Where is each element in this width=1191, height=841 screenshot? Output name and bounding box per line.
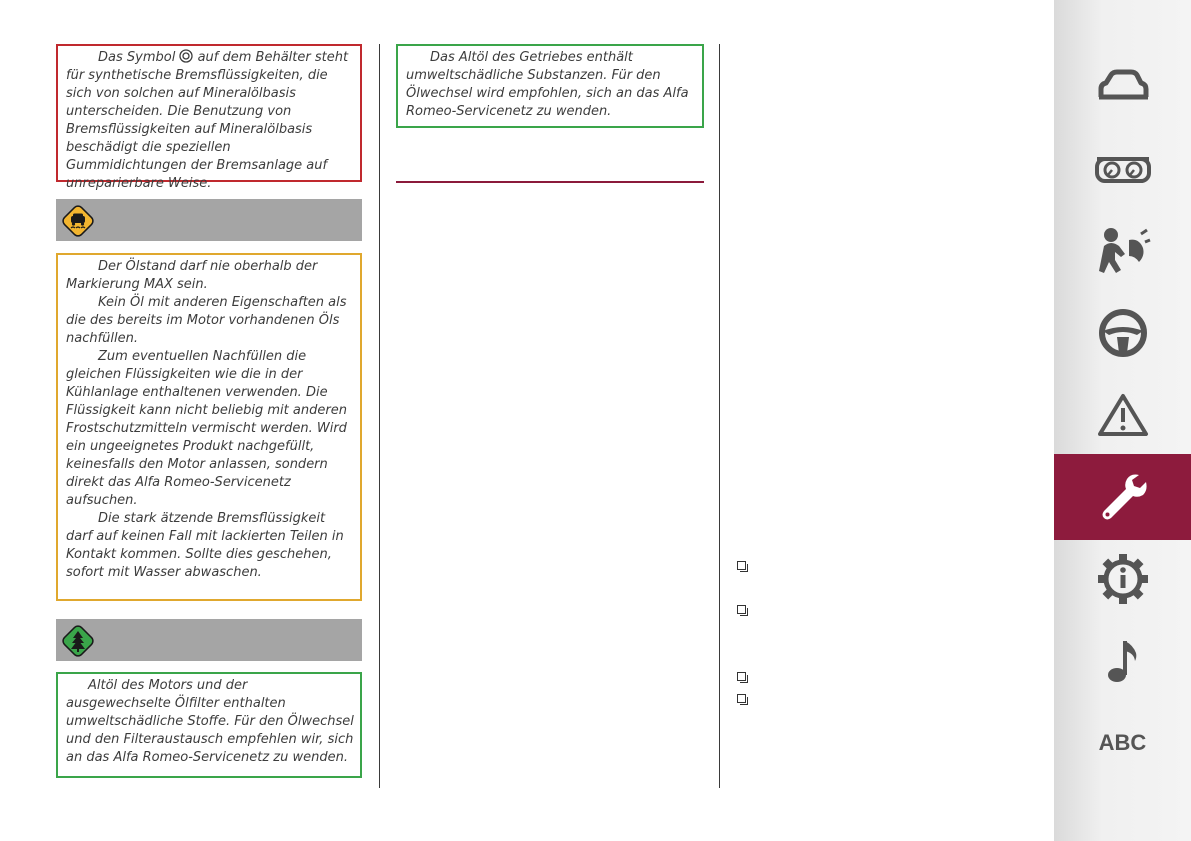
caution-header-bar [56,199,362,241]
caution-box [56,253,362,601]
instrument-panel-icon [1093,149,1153,189]
nav-item-maintenance[interactable] [1054,454,1191,540]
list-bullet-icon [737,672,746,681]
nav-item-multimedia[interactable] [1054,618,1191,704]
nav-item-index[interactable] [1054,700,1191,786]
environment-note-box-engine [56,672,362,778]
brake-fluid-warning-text: Das Symbol auf dem Behälter steht für synthetische Bremsflüssigkeiten, die sich von solchen auf Mineralölbasis unterscheiden. Die Benutzung von Bremsflüssigkeiten auf Mineralölbasis beschädigt die speziellen Gummidichtungen der Bremsanlage auf unreparierbare Weise. [66,50,349,191]
nav-item-driving[interactable] [1054,290,1191,376]
list-bullet-icon [737,694,746,703]
index-abc-label: ABC [1098,730,1147,755]
caution-paragraph: Kein Öl mit anderen Eigenschaften als die des bereits im Motor vorhandenen Öls nachfüllen. [66,295,347,346]
section-divider [396,181,704,183]
list-bullet-icon [737,605,746,614]
caution-road-icon [60,203,96,243]
music-note-icon [1103,635,1143,687]
nav-item-technical-data[interactable] [1054,536,1191,622]
list-bullet-icon [737,561,746,570]
brake-fluid-warning-box [56,44,362,191]
nav-item-instruments[interactable] [1054,126,1191,212]
caution-paragraph: Die stark ätzende Bremsflüssigkeit darf auf keinen Fall mit lackierten Teilen in Kontakt kommen. Sollte dies geschehen, sofort mit Wasser abwaschen. [66,511,344,580]
environment-tree-icon [60,623,96,663]
nav-item-emergency[interactable] [1054,372,1191,458]
warning-triangle-icon [1097,392,1149,438]
chapter-sidebar [1054,0,1191,841]
environment-header-bar [56,619,362,661]
column-divider-left [379,44,380,788]
caution-paragraph: Zum eventuellen Nachfüllen die gleichen Flüssigkeiten wie die in der Kühlanlage enthaltenen verwenden. Die Flüssigkeit kann nicht beliebig mit anderen Frostschutzmitteln vermischt werden. Wird ein ungeeignetes Produkt nachgefüllt, keinesfalls den Motor anlassen, sondern direkt das Alfa Romeo-Servicenetz aufsuchen. [66,349,347,508]
car-icon [1095,67,1151,107]
column-divider-right [719,44,720,788]
airbag-passenger-icon [1095,226,1151,276]
gear-info-icon [1095,551,1151,607]
environment-note-text: Altöl des Motors und der ausgewechselte Ölfilter enthalten umweltschädliche Stoffe. Für den Ölwechsel und den Filteraustausch empfehlen wir, sich an das Alfa Romeo-Servicenetz zu wenden. [66,678,354,765]
caution-paragraph: Der Ölstand darf nie oberhalb der Markierung MAX sein. [66,259,318,292]
brake-fluid-symbol-icon [179,49,193,63]
wrench-icon [1095,469,1151,525]
nav-item-vehicle[interactable] [1054,44,1191,130]
environment-note-box-gearbox [396,44,704,128]
nav-item-safety[interactable] [1054,208,1191,294]
environment-note-text: Das Altöl des Getriebes enthält umweltschädliche Substanzen. Für den Ölwechsel wird empfohlen, sich an das Alfa Romeo-Servicenetz zu wenden. [406,50,689,119]
steering-wheel-icon [1097,307,1149,359]
